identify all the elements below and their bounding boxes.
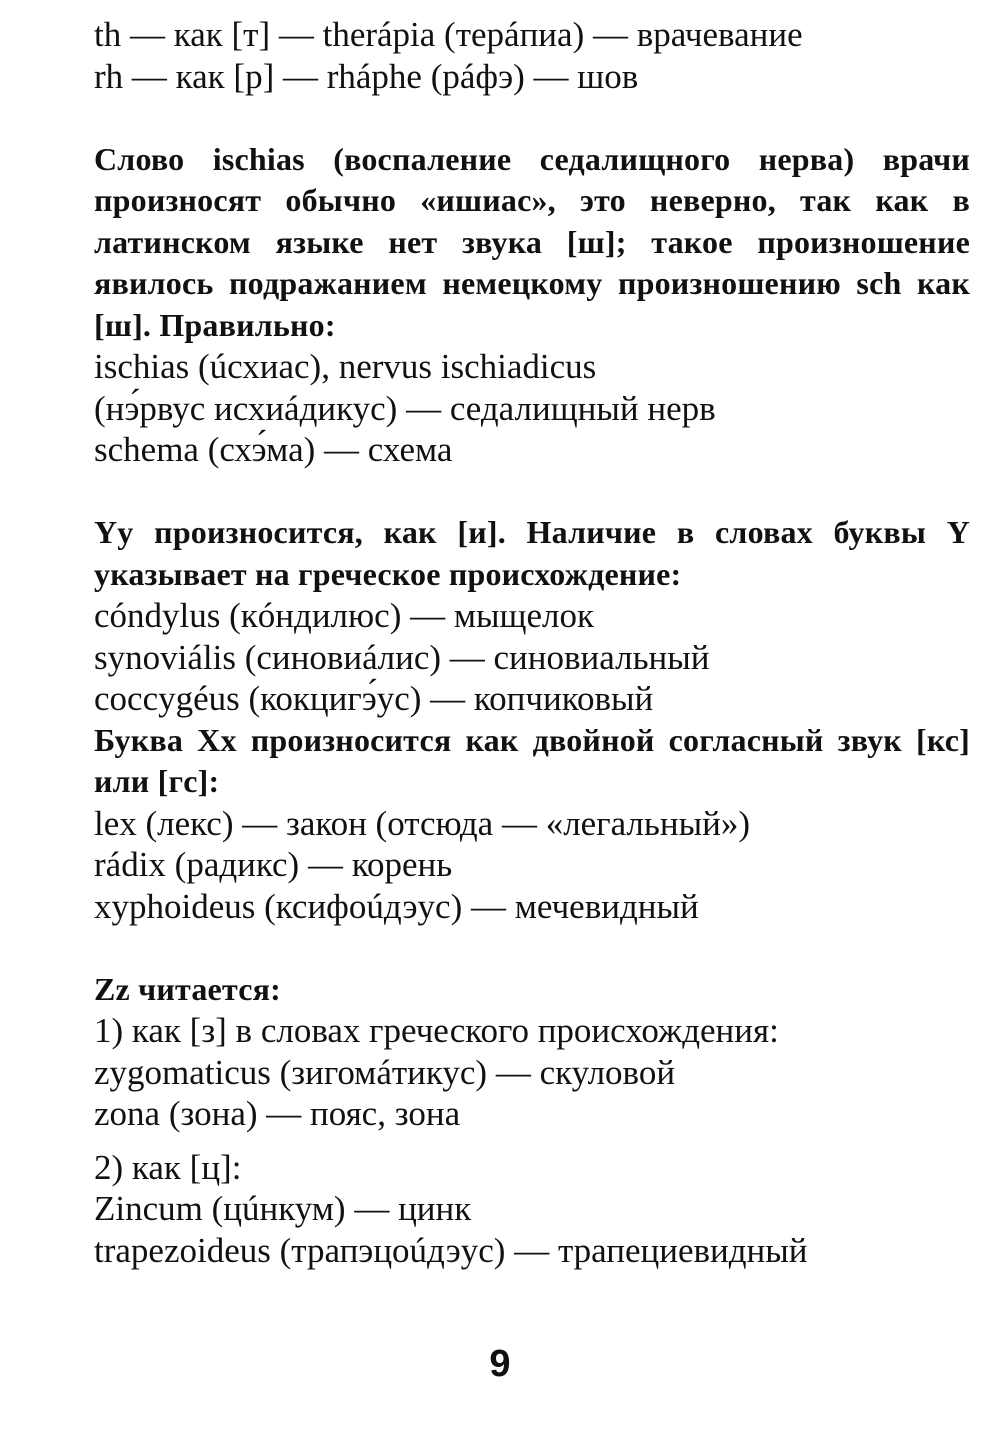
z-rule-1: 1) как [з] в словах греческого происхождения:: [94, 1011, 779, 1050]
example-nervus: (нэ́рвус исхиáдикус) — седалищный нерв: [94, 388, 716, 428]
example-zona: zona (зона) — пояс, зона: [94, 1094, 461, 1133]
page-body: [94, 14, 970, 1271]
rule-rh: rh — как [р] — rháphe (рáфэ) — шов: [94, 56, 639, 96]
spacer: [94, 97, 970, 139]
example-synovialis: synoviális (синовиáлис) — синовиальный: [94, 637, 710, 677]
example-schema: schema (схэ́ма) — схема: [94, 430, 453, 469]
rule-th: th — как [т] — therápia (терáпиа) — врачевание: [94, 15, 803, 54]
example-coccygeus: coccygéus (кокцигэ́ус) — копчиковый: [94, 679, 654, 718]
example-zincum: Zincum (цúнкум) — цинк: [94, 1189, 472, 1228]
example-lex: lex (лекс) — закон (отсюда — «легальный»): [94, 803, 750, 843]
example-ischias: ischias (úсхиас), nervus ischiadicus: [94, 347, 597, 386]
spacer: [94, 1135, 970, 1147]
z-rule-2: 2) как [ц]:: [94, 1147, 242, 1187]
example-zygomaticus: zygomaticus (зигомáтикус) — скуловой: [94, 1052, 676, 1092]
example-radix: rádix (радикс) — корень: [94, 845, 453, 884]
example-xyphoideus: xyphoideus (ксифоúдэус) — мечевидный: [94, 886, 699, 926]
ischias-note: Слово ischias (воспаление седалищного нерва) врачи произносят обычно «ишиас», это неверно, так как в латинском языке нет звука [ш]; такое произношение явилось подражанием немецкому произношению sch как [ш]. Правильно:: [94, 140, 970, 343]
spacer: [94, 927, 970, 969]
page-number: 9: [489, 1343, 511, 1385]
spacer: [94, 471, 970, 513]
example-condylus: cóndylus (кóндилюс) — мыщелок: [94, 596, 594, 635]
x-note: Буква Xx произносится как двойной согласный звук [кс] или [гс]:: [94, 721, 970, 799]
z-note: Zz читается:: [94, 970, 282, 1007]
example-trapezoideus: trapezoideus (трапэцоúдэус) — трапециевидный: [94, 1230, 808, 1270]
y-note: Yy произносится, как [и]. Наличие в словах буквы Y указывает на греческое происхождение:: [94, 514, 970, 592]
